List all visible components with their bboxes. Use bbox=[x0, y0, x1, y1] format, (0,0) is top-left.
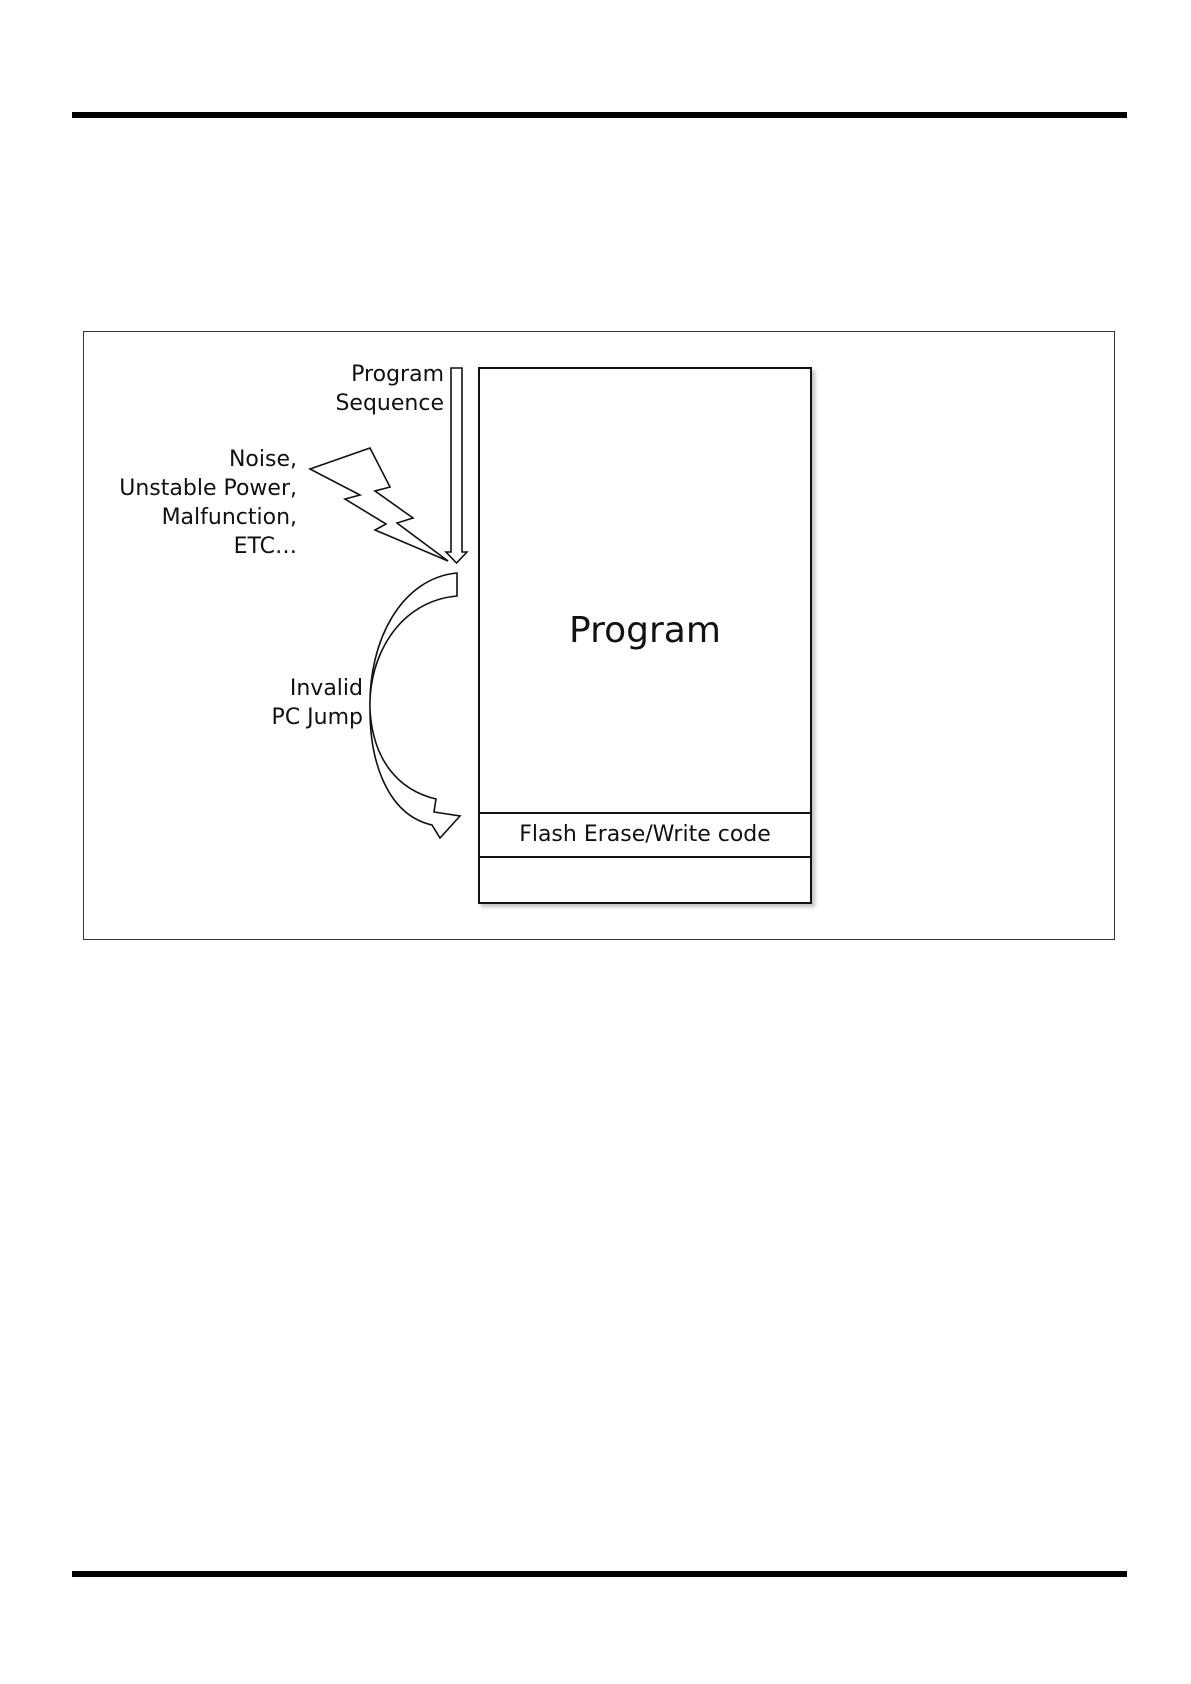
noise-line1: Noise, bbox=[228, 447, 297, 472]
program-sequence-label bbox=[300, 360, 444, 418]
program-sequence-line2: Sequence bbox=[335, 391, 444, 416]
empty-region bbox=[480, 858, 810, 902]
invalid-line1: Invalid bbox=[289, 676, 363, 701]
lightning-bolt-icon bbox=[310, 448, 448, 561]
memory-map bbox=[478, 367, 812, 904]
noise-line4: ETC… bbox=[233, 534, 297, 559]
program-region-label: Program bbox=[569, 610, 721, 651]
program-region bbox=[480, 369, 810, 814]
invalid-pc-jump-label bbox=[230, 674, 363, 732]
down-arrow-icon bbox=[446, 368, 467, 563]
curved-arrow-icon bbox=[370, 573, 460, 838]
noise-line2: Unstable Power, bbox=[119, 476, 297, 501]
flash-erase-write-region: Flash Erase/Write code bbox=[480, 814, 810, 858]
noise-line3: Malfunction, bbox=[161, 505, 297, 530]
noise-label bbox=[90, 445, 297, 561]
program-sequence-line1: Program bbox=[351, 362, 444, 387]
invalid-line2: PC Jump bbox=[271, 705, 363, 730]
footer-rule bbox=[72, 1571, 1127, 1577]
